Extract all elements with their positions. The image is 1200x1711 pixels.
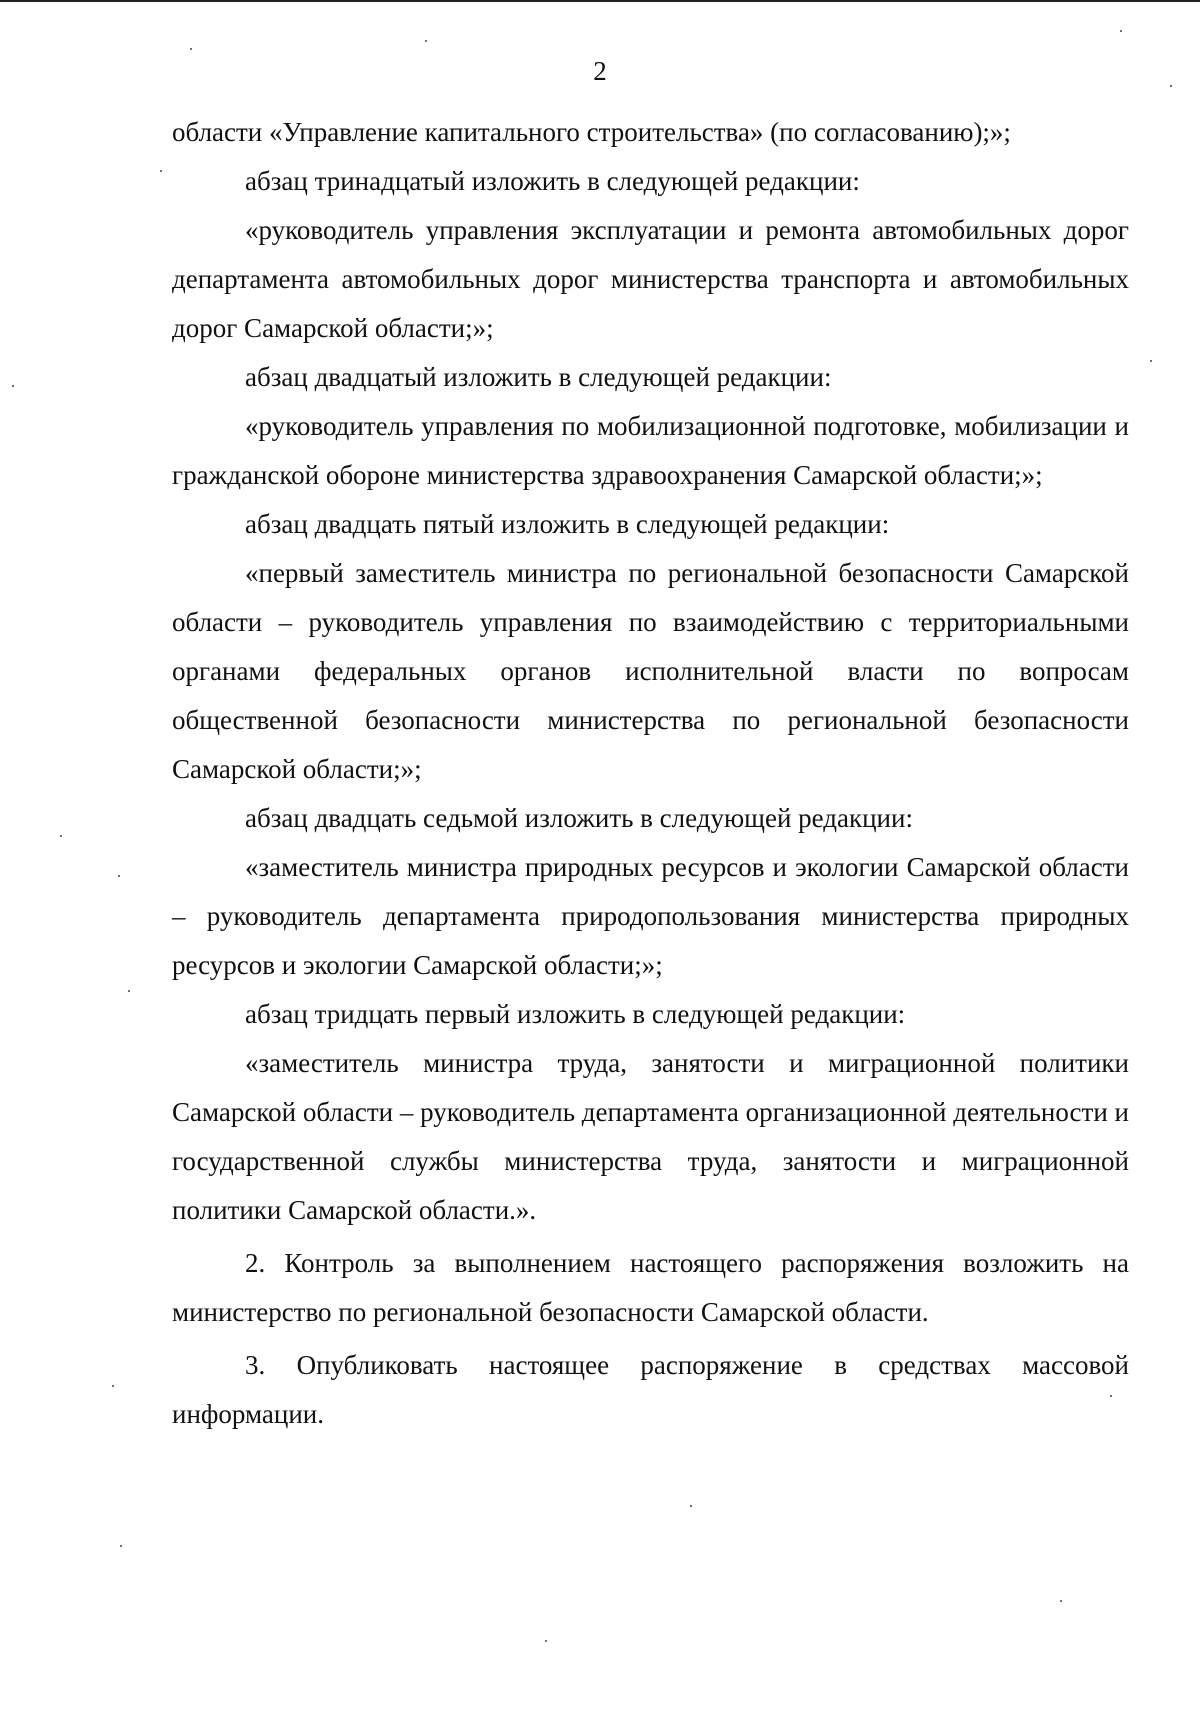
- scan-speck: [425, 40, 427, 42]
- paragraph: области «Управление капитального строительства» (по согласованию);»;: [172, 117, 1011, 147]
- paragraph: абзац тридцать первый изложить в следующей редакции:: [245, 999, 906, 1029]
- page-number: 2: [593, 56, 607, 86]
- scan-speck: [690, 1505, 692, 1507]
- paragraph: абзац двадцать седьмой изложить в следующей редакции:: [245, 803, 913, 833]
- paragraph: «руководитель управления эксплуатации и ремонта автомобильных дорог департамента автомобильных дорог министерства транспорта и автомобильных дорог Самарской области;»;: [172, 215, 1129, 343]
- paragraph: абзац двадцатый изложить в следующей редакции:: [245, 362, 832, 392]
- scan-speck: [1170, 85, 1172, 87]
- scan-speck: [60, 835, 62, 837]
- paragraph: «руководитель управления по мобилизационной подготовке, мобилизации и гражданской обороне министерства здравоохранения Самарской области;»;: [172, 411, 1129, 490]
- paragraph: абзац тринадцатый изложить в следующей редакции:: [245, 166, 860, 196]
- scan-speck: [120, 1545, 122, 1547]
- paragraph: абзац двадцать пятый изложить в следующей редакции:: [245, 509, 890, 539]
- scan-speck: [1150, 360, 1152, 362]
- scan-speck: [1060, 1600, 1062, 1602]
- scan-speck: [190, 48, 192, 50]
- paragraph: 2. Контроль за выполнением настоящего распоряжения возложить на министерство по региональной безопасности Самарской области.: [172, 1248, 1129, 1327]
- paragraph: 3. Опубликовать настоящее распоряжение в средствах массовой информации.: [172, 1350, 1129, 1429]
- scan-speck: [128, 990, 130, 992]
- scan-speck: [12, 385, 14, 387]
- scan-speck: [1110, 1395, 1112, 1397]
- top-border-line: [0, 0, 1200, 2]
- scan-speck: [160, 170, 162, 172]
- scan-speck: [112, 1385, 114, 1387]
- scan-speck: [1120, 30, 1122, 32]
- document-body: [172, 108, 1129, 1439]
- paragraph: «заместитель министра труда, занятости и миграционной политики Самарской области – руководитель департамента организационной деятельности и государственной службы министерства труда, занятости и миграционной политики Самарской области.».: [172, 1048, 1129, 1225]
- scan-speck: [545, 1640, 547, 1642]
- scan-speck: [118, 875, 120, 877]
- paragraph: «заместитель министра природных ресурсов и экологии Самарской области – руководитель департамента природопользования министерства природных ресурсов и экологии Самарской области;»;: [172, 852, 1129, 980]
- paragraph: «первый заместитель министра по региональной безопасности Самарской области – руководитель управления по взаимодействию с территориальными органами федеральных органов исполнительной власти по вопросам общественной безопасности министерства по региональной безопасности Самарской области;»;: [172, 558, 1129, 784]
